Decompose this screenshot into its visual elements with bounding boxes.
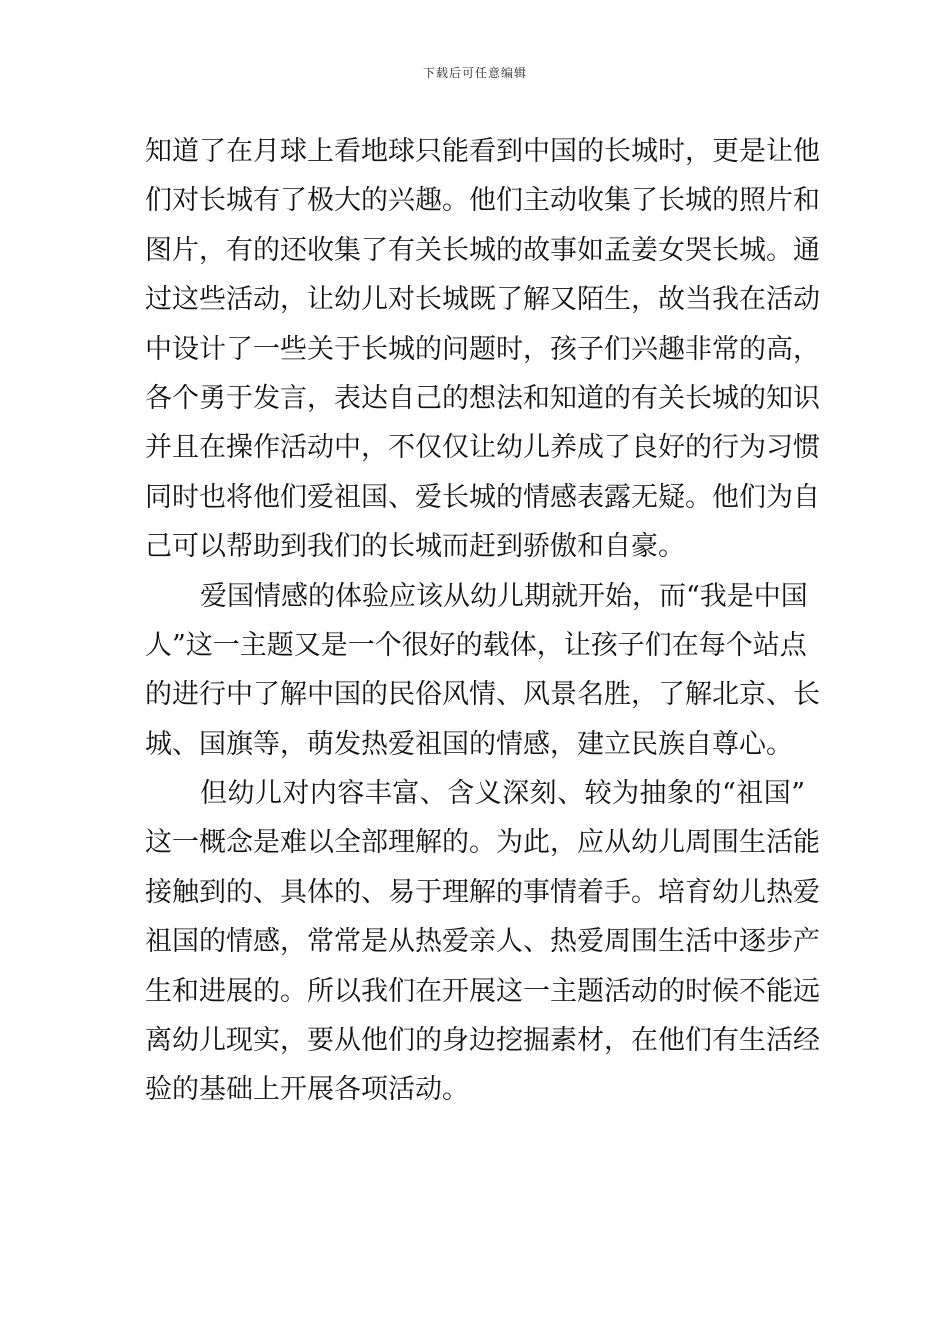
- paragraph: [145, 572, 820, 770]
- text-line: 离幼儿现实，要从他们的身边挖掘素材，在他们有生活经: [145, 1025, 820, 1057]
- text-line: 过这些活动，让幼儿对长城既了解又陌生，故当我在活动: [145, 284, 820, 316]
- text-line: 并且在操作活动中，不仅仅让幼儿养成了良好的行为习惯: [145, 432, 820, 464]
- text-line: 各个勇于发言，表达自己的想法和知道的有关长城的知识: [145, 382, 820, 414]
- text-line: 但幼儿对内容丰富、含义深刻、较为抽象的“祖国”: [200, 778, 805, 810]
- paragraph: [145, 127, 820, 572]
- text-line: 验的基础上开展各项活动。: [145, 1074, 469, 1106]
- text-line: 人”这一主题又是一个很好的载体，让孩子们在每个站点: [145, 629, 807, 661]
- paragraph: [145, 769, 820, 1115]
- text-line: 同时也将他们爱祖国、爱长城的情感表露无疑。他们为自: [145, 481, 820, 513]
- text-line: 祖国的情感，常常是从热爱亲人、热爱周围生活中逐步产: [145, 926, 820, 958]
- text-line: 生和进展的。所以我们在开展这一主题活动的时候不能远: [145, 975, 820, 1007]
- text-line: 图片，有的还收集了有关长城的故事如孟姜女哭长城。通: [145, 234, 820, 266]
- text-line: 这一概念是难以全部理解的。为此，应从幼儿周围生活能: [145, 827, 820, 859]
- document-body: [145, 127, 820, 1115]
- page-header: 下载后可任意编辑: [422, 66, 527, 80]
- text-line: 中设计了一些关于长城的问题时，孩子们兴趣非常的高，: [145, 333, 820, 365]
- text-line: 城、国旗等，萌发热爱祖国的情感，建立民族自尊心。: [145, 728, 793, 760]
- text-line: 接触到的、具体的、易于理解的事情着手。培育幼儿热爱: [145, 876, 820, 908]
- text-line: 知道了在月球上看地球只能看到中国的长城时，更是让他: [145, 136, 820, 167]
- text-line: 的进行中了解中国的民俗风情、风景名胜，了解北京、长: [145, 679, 820, 711]
- text-line: 爱国情感的体验应该从幼儿期就开始，而“我是中国: [200, 580, 808, 612]
- text-line: 己可以帮助到我们的长城而赶到骄傲和自豪。: [145, 531, 685, 563]
- text-line: 们对长城有了极大的兴趣。他们主动收集了长城的照片和: [145, 185, 820, 217]
